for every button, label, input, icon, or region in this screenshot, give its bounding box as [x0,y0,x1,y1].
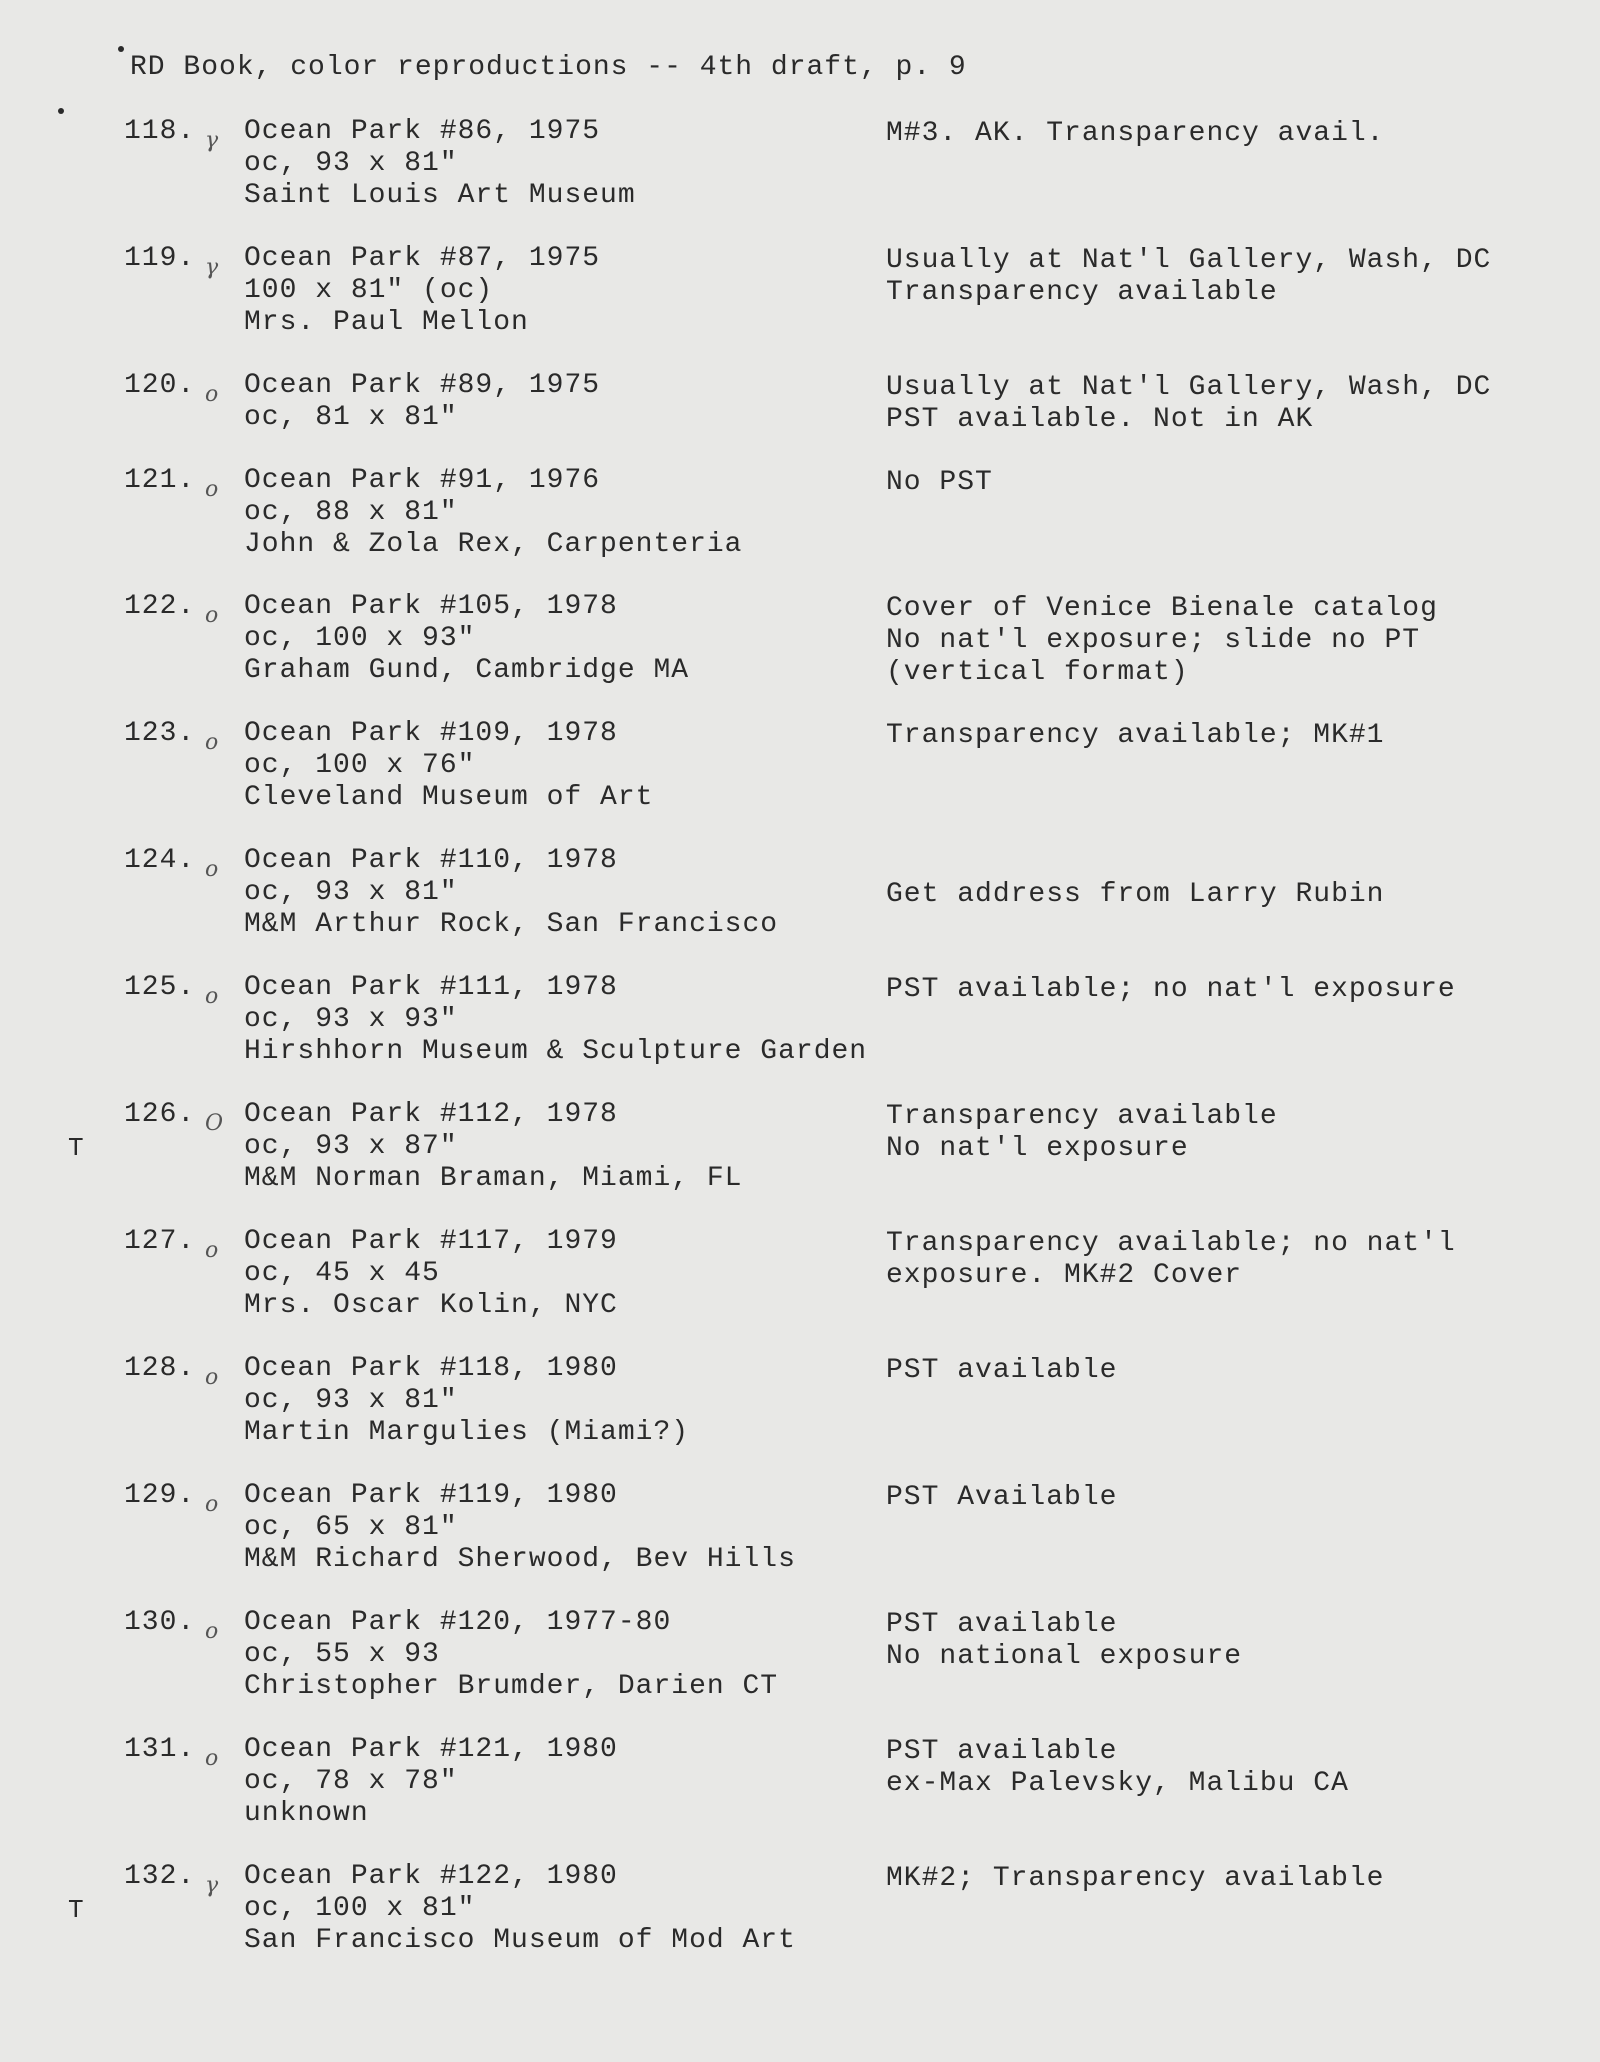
entry-notes [886,1482,1117,1514]
detail-line: Ocean Park #89, 1975 [244,370,601,401]
detail-line: Ocean Park #122, 1980 [244,1861,618,1892]
handwritten-mark: o [205,382,219,407]
detail-line: Christopher Brumder, Darien CT [244,1671,779,1702]
entry-notes [886,372,1491,436]
entry-notes [886,847,1384,911]
detail-line: Ocean Park #111, 1978 [244,972,618,1003]
detail-line: Graham Gund, Cambridge MA [244,655,690,686]
entry-number: 127. [124,1226,196,1257]
artwork-details [244,718,653,814]
detail-line: unknown [244,1798,369,1829]
entry-notes [886,118,1384,150]
handwritten-mark: o [205,984,219,1009]
note-line: Usually at Nat'l Gallery, Wash, DC [886,372,1492,403]
note-line: PST available [886,1736,1118,1767]
detail-line: M&M Arthur Rock, San Francisco [244,909,779,940]
artwork-details [244,1353,689,1449]
artwork-details [244,370,600,434]
detail-line: oc, 100 x 81" [244,1893,476,1924]
detail-line: Ocean Park #119, 1980 [244,1480,618,1511]
entry-number: 129. [124,1480,196,1511]
artwork-details [244,1734,618,1830]
artwork-details [244,1099,742,1195]
page-header: RD Book, color reproductions -- 4th draft, p. 9 [130,52,967,83]
stray-dot [118,46,124,52]
note-line: (vertical format) [886,657,1189,688]
detail-line: oc, 88 x 81" [244,497,458,528]
entry-notes [886,720,1384,752]
entry-number: 126. [124,1099,196,1130]
entry-number: 128. [124,1353,196,1384]
handwritten-mark: o [205,477,219,502]
detail-line: Cleveland Museum of Art [244,782,654,813]
handwritten-mark: γ [205,1873,219,1898]
artwork-details [244,972,867,1068]
entry-number: 131. [124,1734,196,1765]
detail-line: oc, 81 x 81" [244,402,458,433]
entry-notes [886,467,993,499]
artwork-details [244,116,636,212]
note-line: Usually at Nat'l Gallery, Wash, DC [886,245,1492,276]
detail-line: Saint Louis Art Museum [244,180,636,211]
detail-line: Mrs. Paul Mellon [244,307,529,338]
detail-line: John & Zola Rex, Carpenteria [244,529,743,560]
detail-line: oc, 93 x 93" [244,1004,458,1035]
entry-number: 121. [124,465,196,496]
artwork-details [244,591,689,687]
note-line: PST available [886,1609,1118,1640]
entry-notes [886,1355,1117,1387]
note-line: Transparency available; MK#1 [886,720,1385,751]
artwork-details [244,1480,796,1576]
note-line: ex-Max Palevsky, Malibu CA [886,1768,1349,1799]
detail-line: Ocean Park #91, 1976 [244,465,601,496]
artwork-details [244,1861,796,1957]
note-line: Cover of Venice Bienale catalog [886,593,1438,624]
handwritten-mark: o [205,1238,219,1263]
detail-line: oc, 55 x 93 [244,1639,440,1670]
note-line: Transparency available; no nat'l [886,1228,1456,1259]
entry-number: 118. [124,116,196,147]
detail-line: oc, 65 x 81" [244,1512,458,1543]
entry-number: 125. [124,972,196,1003]
handwritten-mark: o [205,730,219,755]
entry-number: 119. [124,243,196,274]
note-line: M#3. AK. Transparency avail. [886,118,1385,149]
margin-t-mark: T [68,1133,84,1163]
detail-line: oc, 45 x 45 [244,1258,440,1289]
detail-line: M&M Richard Sherwood, Bev Hills [244,1544,796,1575]
entry-notes [886,1736,1349,1800]
handwritten-mark: γ [205,255,219,280]
detail-line: oc, 93 x 81" [244,148,458,179]
artwork-details [244,1226,618,1322]
handwritten-mark: o [205,857,219,882]
note-line: exposure. MK#2 Cover [886,1260,1243,1291]
note-line: MK#2; Transparency available [886,1863,1385,1894]
handwritten-mark: O [205,1111,224,1136]
entry-number: 132. [124,1861,196,1892]
entry-notes [886,593,1438,689]
detail-line: Ocean Park #118, 1980 [244,1353,618,1384]
detail-line: oc, 93 x 81" [244,877,458,908]
note-line: No nat'l exposure [886,1133,1189,1164]
artwork-details [244,1607,778,1703]
note-line: PST available. Not in AK [886,404,1314,435]
handwritten-mark: o [205,1365,219,1390]
note-line: PST available [886,1355,1118,1386]
artwork-details [244,465,742,561]
note-line: No nat'l exposure; slide no PT [886,625,1421,656]
detail-line: oc, 100 x 76" [244,750,476,781]
handwritten-mark: γ [205,128,219,153]
detail-line: Ocean Park #87, 1975 [244,243,601,274]
artwork-details [244,243,600,339]
entry-notes [886,1609,1242,1673]
handwritten-mark: o [205,1619,219,1644]
detail-line: Ocean Park #109, 1978 [244,718,618,749]
entry-number: 120. [124,370,196,401]
margin-t-mark: T [68,1895,84,1925]
detail-line: oc, 78 x 78" [244,1766,458,1797]
detail-line: oc, 93 x 87" [244,1131,458,1162]
handwritten-mark: o [205,603,219,628]
detail-line: Ocean Park #120, 1977-80 [244,1607,672,1638]
detail-line: Ocean Park #86, 1975 [244,116,601,147]
note-line: Transparency available [886,1101,1278,1132]
entry-number: 130. [124,1607,196,1638]
note-line: PST available; no nat'l exposure [886,974,1456,1005]
handwritten-mark: o [205,1492,219,1517]
detail-line: Hirshhorn Museum & Sculpture Garden [244,1036,868,1067]
handwritten-mark: o [205,1746,219,1771]
detail-line: San Francisco Museum of Mod Art [244,1925,796,1956]
entry-notes [886,1101,1278,1165]
entry-number: 122. [124,591,196,622]
note-line: Transparency available [886,277,1278,308]
detail-line: Ocean Park #121, 1980 [244,1734,618,1765]
entry-notes [886,245,1491,309]
entry-notes [886,974,1456,1006]
entry-number: 124. [124,845,196,876]
entry-notes [886,1863,1384,1895]
artwork-details [244,845,778,941]
detail-line: Ocean Park #112, 1978 [244,1099,618,1130]
detail-line: Martin Margulies (Miami?) [244,1417,690,1448]
entry-number: 123. [124,718,196,749]
detail-line: M&M Norman Braman, Miami, FL [244,1163,743,1194]
entry-notes [886,1228,1456,1292]
note-line [886,847,1384,879]
detail-line: 100 x 81" (oc) [244,275,494,306]
detail-line: oc, 93 x 81" [244,1385,458,1416]
note-line: No PST [886,467,993,498]
note-line: Get address from Larry Rubin [886,879,1385,910]
note-line: PST Available [886,1482,1118,1513]
note-line: No national exposure [886,1641,1243,1672]
detail-line: Ocean Park #110, 1978 [244,845,618,876]
detail-line: Ocean Park #117, 1979 [244,1226,618,1257]
stray-dot [58,108,64,114]
detail-line: Ocean Park #105, 1978 [244,591,618,622]
detail-line: Mrs. Oscar Kolin, NYC [244,1290,618,1321]
detail-line: oc, 100 x 93" [244,623,476,654]
